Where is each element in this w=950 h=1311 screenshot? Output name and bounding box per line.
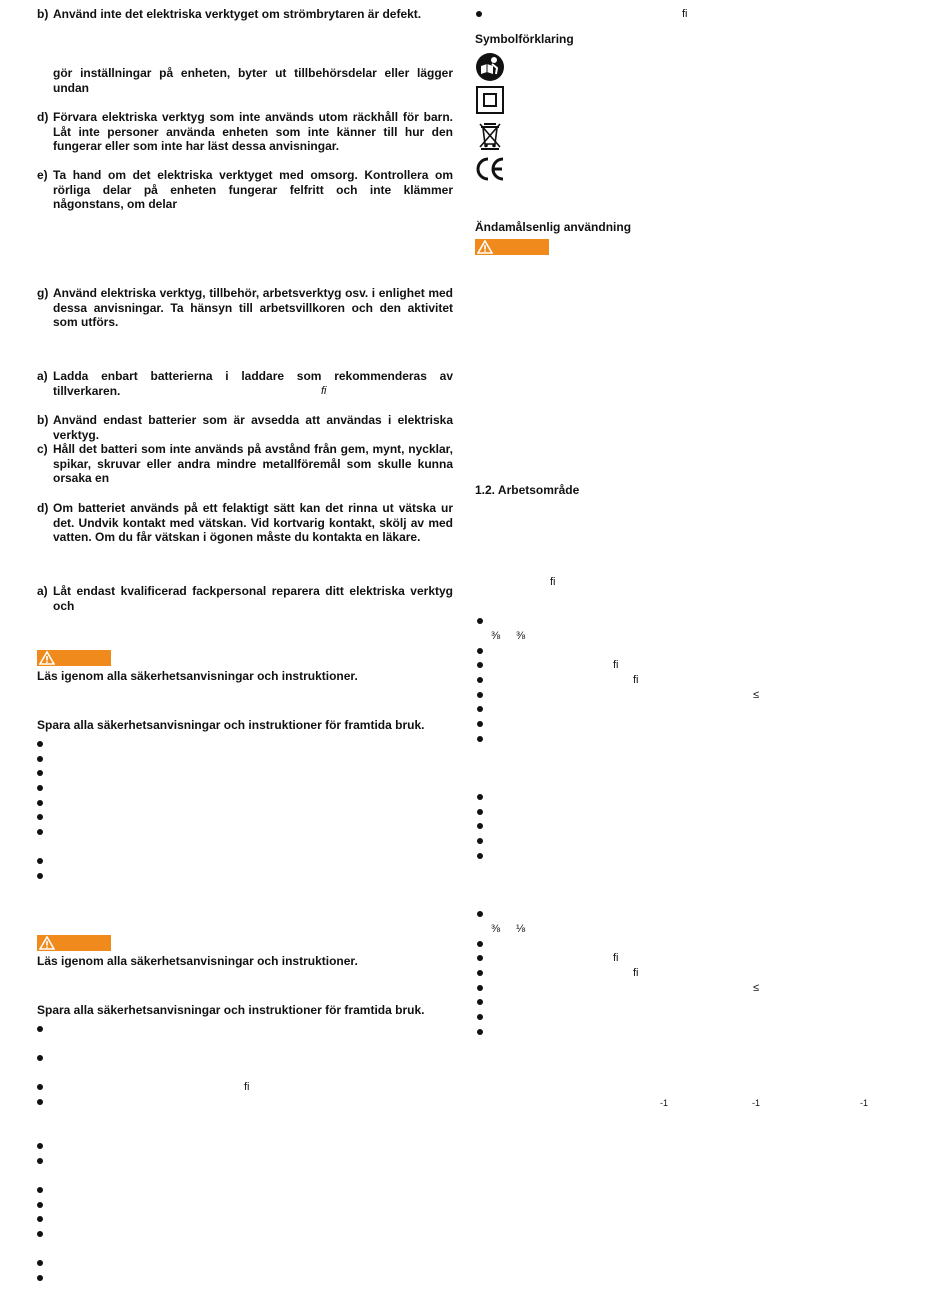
bullet — [477, 1029, 483, 1035]
intended-use-heading: Ändamålsenlig användning — [475, 220, 632, 234]
glyph-fi: fi — [633, 674, 639, 686]
bullet — [37, 741, 43, 747]
bullet — [477, 999, 483, 1005]
bullet — [37, 873, 43, 879]
service-a — [37, 584, 453, 613]
battery-b-text: Använd endast batterier som är avsedda att användas i elektriska verktyg. — [53, 413, 453, 442]
bullet — [477, 794, 483, 800]
bullet — [477, 677, 483, 683]
warning-triangle-icon — [39, 936, 55, 950]
bullet — [477, 1014, 483, 1020]
item-b-label: b) — [37, 7, 49, 21]
save-all-heading: Spara alla säkerhetsanvisningar och instruktioner för framtida bruk. — [37, 718, 425, 732]
bullet — [37, 1055, 43, 1061]
bullet — [477, 955, 483, 961]
battery-c-label: c) — [37, 442, 48, 456]
bullet — [477, 838, 483, 844]
glyph-fi: fi — [633, 967, 639, 979]
warning-bar — [475, 239, 549, 255]
battery-c-text: Håll det batteri som inte används på avstånd från gem, mynt, nycklar, spikar, skruvar eller andra mindre metallföremål som skulle kunna orsaka en — [53, 442, 453, 485]
battery-c — [37, 442, 453, 486]
bullet — [37, 1275, 43, 1281]
bullet — [477, 823, 483, 829]
save-all-heading: Spara alla säkerhetsanvisningar och instruktioner för framtida bruk. — [37, 1003, 425, 1017]
bullet — [37, 1202, 43, 1208]
bullet — [477, 941, 483, 947]
bullet — [37, 1143, 43, 1149]
item-e — [37, 168, 453, 212]
bullet — [37, 1216, 43, 1222]
bullet — [37, 858, 43, 864]
glyph-fi: fi — [613, 952, 619, 964]
item-d — [37, 110, 453, 154]
bullet — [477, 618, 483, 624]
bullet — [477, 736, 483, 742]
item-b-text: Använd inte det elektriska verktyget om strömbrytaren är defekt. — [53, 7, 422, 21]
fraction: ⅜ — [516, 630, 526, 642]
battery-d-label: d) — [37, 501, 49, 515]
bullet — [37, 814, 43, 820]
bullet — [477, 970, 483, 976]
bullet — [37, 1231, 43, 1237]
battery-d-text: Om batteriet används på ett felaktigt sätt kan det rinna ut vätska ur det. Undvik kontakt med vätskan. Vid kortvarig kontakt, skölj av med vatten. Om du får vätskan i ögonen måste du kontakta en läkare. — [53, 501, 453, 544]
item-d-label: d) — [37, 110, 49, 124]
item-c — [53, 66, 453, 95]
bullet — [37, 800, 43, 806]
bullet — [37, 1187, 43, 1193]
read-all-heading: Läs igenom alla säkerhetsanvisningar och instruktioner. — [37, 954, 358, 968]
ce-mark-icon — [475, 156, 507, 182]
less-equal-sign: ≤ — [753, 689, 760, 701]
warning-triangle-icon — [477, 240, 493, 254]
battery-b-label: b) — [37, 413, 49, 427]
bullet — [37, 1026, 43, 1032]
battery-a-glyph: fi — [321, 385, 327, 397]
battery-a-label: a) — [37, 369, 48, 383]
work-area-heading: 1.2. Arbetsområde — [475, 483, 580, 497]
warning-bar — [37, 935, 111, 951]
superscript-minus-one: -1 — [752, 1098, 761, 1108]
bullet — [37, 1158, 43, 1164]
glyph-fi: fi — [682, 8, 688, 20]
bullet — [477, 853, 483, 859]
warning-bar — [37, 650, 111, 666]
bullet — [37, 1260, 43, 1266]
item-g-text: Använd elektriska verktyg, tillbehör, arbetsverktyg osv. i enlighet med dessa anvisningar. Ta hänsyn till arbetsvillkoren och den aktivitet som utförs. — [53, 286, 453, 329]
bullet — [476, 11, 482, 17]
glyph-fi: fi — [613, 659, 619, 671]
battery-b — [37, 413, 453, 442]
glyph-fi: fi — [550, 576, 556, 588]
bullet — [37, 770, 43, 776]
bullet — [37, 1099, 43, 1105]
item-b — [37, 7, 453, 22]
service-a-label: a) — [37, 584, 48, 598]
fraction: ⅛ — [516, 923, 526, 935]
bullet — [477, 911, 483, 917]
item-d-text: Förvara elektriska verktyg som inte används utom räckhåll för barn. Låt inte personer använda enheten som inte känner till hur den fungerar eller som inte har läst dessa anvisningar. — [53, 110, 453, 153]
battery-d — [37, 501, 453, 545]
less-equal-sign: ≤ — [753, 982, 760, 994]
read-all-heading: Läs igenom alla säkerhetsanvisningar och instruktioner. — [37, 669, 358, 683]
item-c-text: gör inställningar på enheten, byter ut tillbehörsdelar eller lägger undan — [53, 66, 453, 95]
symbol-heading: Symbolförklaring — [475, 32, 574, 46]
fraction: ⅜ — [491, 923, 501, 935]
double-insulation-icon — [476, 86, 504, 114]
bullet — [37, 829, 43, 835]
bullet — [477, 721, 483, 727]
bullet — [477, 706, 483, 712]
superscript-minus-one: -1 — [860, 1098, 869, 1108]
bullet — [37, 785, 43, 791]
glyph-fi: fi — [244, 1081, 250, 1093]
bullet — [477, 692, 483, 698]
bullet — [37, 1084, 43, 1090]
item-g — [37, 286, 453, 330]
battery-a-text: Ladda enbart batterierna i laddare som rekommenderas av tillverkaren. — [53, 369, 453, 398]
bullet — [477, 662, 483, 668]
battery-a — [37, 369, 453, 398]
item-e-label: e) — [37, 168, 48, 182]
read-manual-icon — [475, 52, 505, 82]
item-g-label: g) — [37, 286, 49, 300]
bullet — [477, 809, 483, 815]
service-a-text: Låt endast kvalificerad fackpersonal reparera ditt elektriska verktyg och — [53, 584, 453, 613]
warning-triangle-icon — [39, 651, 55, 665]
fraction: ⅜ — [491, 630, 501, 642]
item-e-text: Ta hand om det elektriska verktyget med omsorg. Kontrollera om rörliga delar på enheten fungerar felfritt och inte klämmer någonstans, om delar — [53, 168, 453, 211]
weee-bin-icon — [478, 120, 502, 150]
superscript-minus-one: -1 — [660, 1098, 669, 1108]
bullet — [477, 648, 483, 654]
bullet — [37, 756, 43, 762]
bullet — [477, 985, 483, 991]
